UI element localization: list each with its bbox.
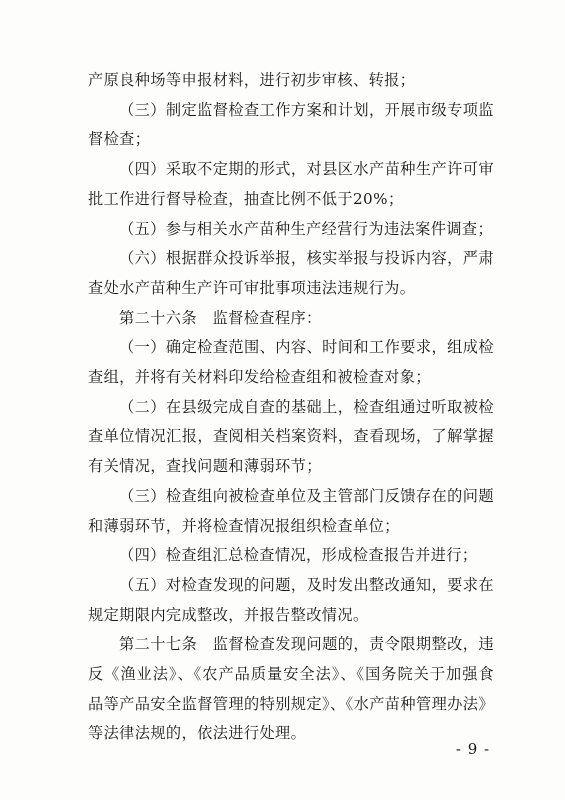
paragraph-item-5: （五）参与相关水产苗种生产经营行为违法案件调查；: [119, 219, 494, 238]
procedure-step-4: （四）检查组汇总检查情况，形成检查报告并进行；: [119, 546, 478, 565]
paragraph-item-3: （三）制定监督检查工作方案和计划，开展市级专项监督检查；: [88, 100, 494, 149]
paragraph-item-4: （四）采取不定期的形式，对县区水产苗种生产许可审批工作进行督导检查，抽查比例不低于20%；: [88, 160, 494, 208]
procedure-step-1: （一）确定检查范围、内容、时间和工作要求，组成检查组，并将有关材料印发给检查组和被检查对象；: [88, 338, 494, 387]
paragraph-continuation: 产原良种场等申报材料，进行初步审核、转报；: [88, 71, 416, 89]
procedure-step-2: （二）在县级完成自查的基础上，检查组通过听取被检查单位情况汇报，查阅相关档案资料，查看现场，了解掌握有关情况，查找问题和薄弱环节；: [88, 397, 494, 476]
page-number: - 9 -: [455, 740, 491, 758]
paragraph-item-6: （六）根据群众投诉举报，核实举报与投诉内容，严肃查处水产苗种生产许可审批事项违法违规行为。: [88, 249, 494, 297]
body-text: [88, 66, 494, 749]
procedure-step-5: （五）对检查发现的问题，及时发出整改通知，要求在规定期限内完成整改，并报告整改情况。: [88, 575, 494, 624]
article-27: 第二十七条 监督检查发现问题的，责令限期整改，违反《渔业法》、《农产品质量安全法》、《国务院关于加强食品等产品安全监督管理的特别规定》、《水产苗种管理办法》等法律法规的，依法进行处理。: [88, 635, 494, 743]
article-26-heading: 第二十六条 监督检查程序：: [119, 308, 322, 327]
procedure-step-3: （三）检查组向被检查单位及主管部门反馈存在的问题和薄弱环节，并将检查情况报组织检查单位；: [88, 486, 494, 535]
